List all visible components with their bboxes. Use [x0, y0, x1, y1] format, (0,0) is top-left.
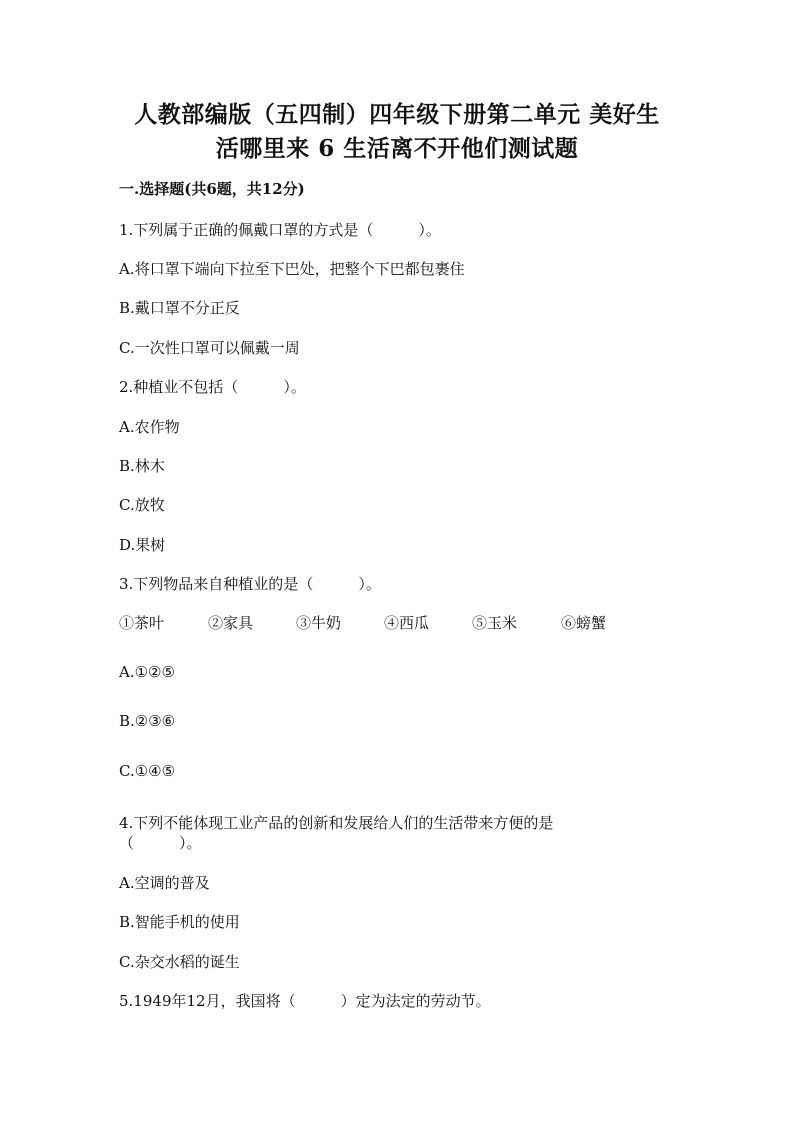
question-3-item-5: ⑤玉米	[472, 614, 518, 632]
question-3-item-6: ⑥螃蟹	[561, 614, 607, 632]
question-3-item-list	[119, 612, 679, 632]
question-1-option-c: C.一次性口罩可以佩戴一周	[119, 339, 300, 357]
question-1-option-b: B.戴口罩不分正反	[119, 299, 240, 317]
question-2-option-d: D.果树	[119, 536, 166, 554]
question-2-option-b: B.林木	[119, 457, 165, 475]
question-3-option-a: A.①②⑤	[119, 663, 175, 681]
question-3-item-1: ①茶叶	[119, 614, 165, 632]
question-4-stem-line-2: （ ）。	[119, 834, 202, 852]
question-2-stem: 2.种植业不包括（ ）。	[119, 378, 306, 396]
question-4-option-a: A.空调的普及	[119, 874, 210, 892]
question-4-option-b: B.智能手机的使用	[119, 913, 240, 931]
question-4-option-c: C.杂交水稻的诞生	[119, 953, 240, 971]
page-title-line-1: 人教部编版（五四制）四年级下册第二单元 美好生	[134, 101, 660, 128]
question-3-item-3: ③牛奶	[296, 614, 342, 632]
question-1-stem: 1.下列属于正确的佩戴口罩的方式是（ ）。	[119, 221, 441, 239]
question-3-item-2: ②家具	[208, 614, 254, 632]
question-3-option-c: C.①④⑤	[119, 762, 176, 780]
question-4-stem-line-1: 4.下列不能体现工业产品的创新和发展给人们的生活带来方便的是	[119, 814, 554, 832]
question-2-option-a: A.农作物	[119, 418, 180, 436]
question-5-stem: 5.1949年12月，我国将（ ）定为法定的劳动节。	[119, 992, 491, 1010]
section-heading: 一.选择题(共6题，共12分)	[119, 180, 305, 198]
question-1-option-a: A.将口罩下端向下拉至下巴处，把整个下巴都包裹住	[119, 260, 465, 278]
question-3-option-b: B.②③⑥	[119, 712, 176, 730]
question-3-item-4: ④西瓜	[384, 614, 430, 632]
question-2-option-c: C.放牧	[119, 496, 165, 514]
question-3-stem: 3.下列物品来自种植业的是（ ）。	[119, 575, 381, 593]
page-title-line-2: 活哪里来 6 生活离不开他们测试题	[215, 135, 579, 162]
